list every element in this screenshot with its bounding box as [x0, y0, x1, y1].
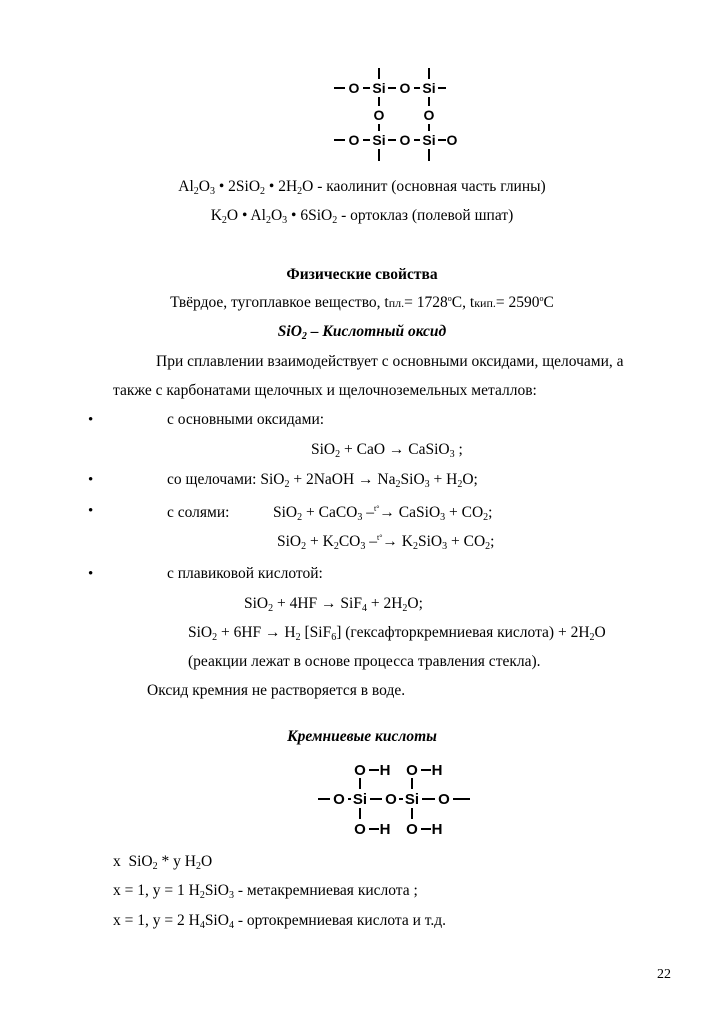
atom-si: Si [352, 791, 368, 808]
atom-h: H [431, 762, 443, 779]
atom-o: O [406, 821, 418, 838]
atom-o: O [354, 762, 366, 779]
bullet-icon: • [88, 503, 94, 519]
atom-h: H [379, 762, 391, 779]
atom-o: O [354, 821, 366, 838]
kaolinite-formula: $Al_2O_3$ • 2SiO$_2$ • $2H_2O$ - каолинит (основная часть глины) [178, 178, 546, 197]
bullet-icon: • [88, 472, 94, 488]
acid-oxide-heading: SiO$_2$ – Кислотный оксид [277, 323, 447, 342]
atom-o: O [399, 132, 411, 148]
atom-si: Si [404, 791, 420, 808]
bullet-icon: • [88, 566, 94, 582]
physical-properties-heading: Физические свойства [286, 266, 438, 283]
metasilicic-acid-line: x = 1, y = 1 $H_2SiO_3$ - метакремниевая кислота ; [113, 882, 418, 901]
atom-si: Si [372, 132, 386, 148]
bullet-basic-oxides: с основными оксидами: [167, 411, 325, 428]
page-number: 22 [657, 967, 671, 982]
equation-4hf: $SiO_2 + 4HF \to SiF_4 + 2H_2O$; [244, 595, 423, 614]
atom-o: O [373, 107, 385, 123]
atom-o: O [423, 107, 435, 123]
atom-o: O [446, 132, 458, 148]
silicic-acids-heading: Кремниевые кислоты [287, 728, 437, 745]
bullet-salts: с солями: [167, 504, 230, 521]
bullet-alkalis: со щелочами: SiO$_2$ + 2NaOH → $Na_2SiO_3 + H_2O$; [167, 471, 478, 490]
atom-si: Si [422, 132, 436, 148]
atom-o: O [399, 80, 411, 96]
general-formula: x SiO$_2$ * y $H_2O$ [113, 853, 213, 872]
silicate-structure-diagram [330, 64, 460, 164]
atom-si: Si [422, 80, 436, 96]
atom-si: Si [372, 80, 386, 96]
orthoclase-formula: $K_2O$ • $Al_2O_3$ • 6SiO$_2$ - ортоклаз (полевой шпат) [210, 207, 514, 226]
equation-caco3: SiO$_2$ + CaCO$_3$ –$^{t^\circ}$→ CaSiO$_3$ + $CO_2$; [273, 504, 493, 523]
insoluble-statement: Оксид кремния не растворяется в воде. [147, 682, 406, 699]
bullet-icon: • [88, 412, 94, 428]
silicic-acid-structure-diagram [312, 756, 482, 840]
bullet-hydrofluoric-acid: с плавиковой кислотой: [167, 565, 323, 582]
equation-cao: SiO$_2$ + CaO → CaSiO$_3$ ; [311, 441, 463, 460]
paragraph-line-1: При сплавлении взаимодействует с основными оксидами, щелочами, а [156, 353, 624, 370]
orthosilicic-acid-line: x = 1, y = 2 $H_4SiO_4$ - ортокремниевая кислота и т.д. [113, 912, 447, 931]
atom-o: O [406, 762, 418, 779]
equation-k2co3: $SiO_2 + K_2CO_3$ $-^{t^\circ}\to K_2SiO_3 + CO_2$; [277, 533, 495, 552]
atom-o: O [348, 132, 360, 148]
physical-properties-text: Твёрдое, тугоплавкое вещество, $tпл.= 1728^oC$, tкип.= $2590^oC$ [170, 294, 554, 311]
atom-o: O [385, 791, 397, 808]
equation-6hf: $SiO_2 + 6HF \to H_2$ [SiF$_6$] (гексафторкремниевая кислота) + $2H_2O$ [188, 624, 606, 643]
atom-o: O [333, 791, 345, 808]
atom-h: H [379, 821, 391, 838]
atom-o: O [348, 80, 360, 96]
etching-note: (реакции лежат в основе процесса травления стекла). [188, 653, 541, 670]
atom-h: H [431, 821, 443, 838]
paragraph-line-2: также с карбонатами щелочных и щелочноземельных металлов: [113, 382, 537, 399]
atom-o: O [438, 791, 450, 808]
